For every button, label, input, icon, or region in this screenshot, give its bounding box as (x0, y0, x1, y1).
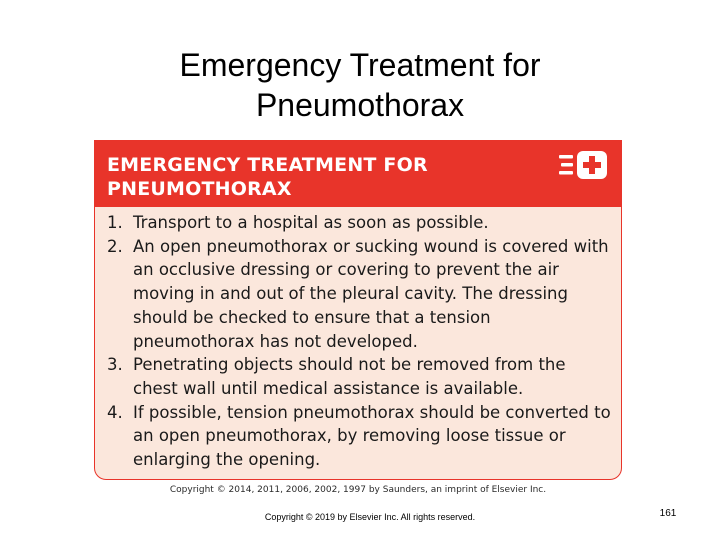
box-header (95, 141, 621, 207)
step-number: 2. (107, 236, 123, 256)
box-title-line-1: EMERGENCY TREATMENT FOR (107, 154, 428, 176)
treatment-step (107, 353, 611, 400)
box-title (107, 153, 621, 201)
treatment-steps (95, 207, 621, 472)
treatment-step (107, 235, 611, 354)
page-number: 161 (659, 508, 677, 519)
treatment-step (107, 211, 611, 235)
step-text: An open pneumothorax or sucking wound is covered with an occlusive dressing or covering to prevent the air moving in and out of the pleural cavity. The dressing should be checked to ensure that a tension pneumothorax has not developed. (133, 236, 609, 351)
slide-copyright: Copyright © 2019 by Elsevier Inc. All rights reserved. (264, 512, 476, 522)
figure-copyright: Copyright © 2014, 2011, 2006, 2002, 1997 by Saunders, an imprint of Elsevier Inc. (169, 485, 547, 495)
step-number: 1. (107, 213, 123, 232)
step-text: If possible, tension pneumothorax should be converted to an open pneumothorax, by removing loose tissue or enlarging the opening. (133, 402, 611, 470)
box-title-line-2: PNEUMOTHORAX (107, 178, 292, 200)
slide-title-line-1: Emergency Treatment for (179, 47, 541, 84)
slide-title-line-2: Pneumothorax (255, 87, 465, 124)
slide-title (0, 45, 720, 125)
first-aid-cross-icon (559, 149, 611, 181)
step-number: 4. (107, 402, 123, 422)
step-number: 3. (107, 355, 123, 375)
treatment-step (107, 401, 611, 472)
step-text: Penetrating objects should not be removed from the chest wall until medical assistance is available. (133, 355, 566, 398)
step-text: Transport to a hospital as soon as possible. (133, 213, 489, 232)
emergency-treatment-box (94, 140, 622, 480)
